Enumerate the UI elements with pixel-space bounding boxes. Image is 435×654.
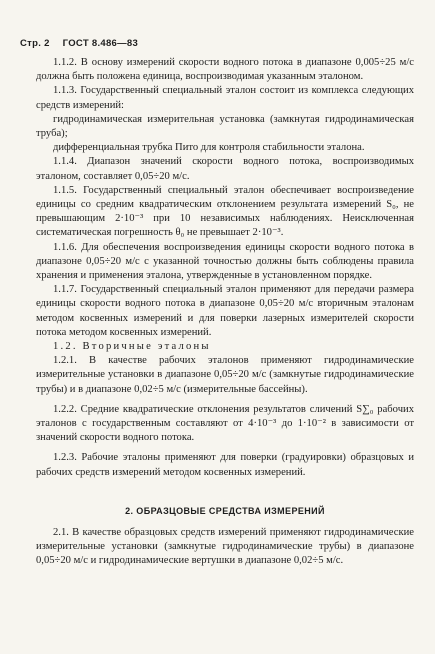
paragraph-1-2-1: 1.2.1. В качестве рабочих эталонов применяют гидродинамические измерительные установки в диапазоне 0,05÷20 м/с (замкнутые гидродинамические трубы) и в диапазоне 0,02÷5 м/с (измерительные бассейны). xyxy=(36,355,414,395)
paragraph-1-1-6: 1.1.6. Для обеспечения воспроизведения единицы скорости водного потока в диапазоне 0,05÷20 м/с с указанной точностью должны быть соблюдены правила хранения и применения эталона, утвержденные в установленном порядке. xyxy=(36,241,414,282)
subsection-heading-1-2: 1.2. Вторичные эталоны xyxy=(53,341,211,353)
paragraph-1-1-2: 1.1.2. В основу измерений скорости водного потока в диапазоне 0,005÷25 м/с должна быть положена единица, воспроизводимая указанным эталоном. xyxy=(36,57,414,83)
paragraph-1-1-3: 1.1.3. Государственный специальный эталон состоит из комплекса следующих средств измерений: xyxy=(36,85,414,111)
document-body xyxy=(36,56,414,569)
paragraph-2-1: 2.1. В качестве образцовых средств измерений применяют гидродинамические измерительные установки (замкнутые гидродинамические трубы) в диапазоне 0,05÷20 м/с и гидродинамические вертушки в диапазоне 0,02÷5 м/с. xyxy=(36,526,414,567)
page-number: Стр. 2 xyxy=(20,38,50,49)
paragraph-1-1-5: 1.1.5. Государственный специальный эталон обеспечивает воспроизведение единицы со средним квадратическим отклонением результата измерений S₀, не превышающим 2·10⁻³ при 10 независимых наблюдениях. Неисключенная систематическая погрешность θ₀ не превышает 2·10⁻³. xyxy=(36,184,414,239)
section-2-title: 2. ОБРАЗЦОВЫЕ СРЕДСТВА ИЗМЕРЕНИЙ xyxy=(125,505,325,516)
paragraph-1-2-3: 1.2.3. Рабочие эталоны применяют для поверки (градуировки) образцовых и рабочих средств измерений методом косвенных измерений. xyxy=(36,452,414,478)
paragraph-1-2-2: 1.2.2. Средние квадратические отклонения результатов сличений S∑₀ рабочих эталонов с государственным составляют от 4·10⁻³ до 1·10⁻² в зависимости от значений скорости водного потока. xyxy=(36,403,414,444)
paragraph-1-1-7: 1.1.7. Государственный специальный эталон применяют для передачи размера единицы скорости водного потока в диапазоне 0,05÷20 м/с вторичным эталонам методом косвенных измерений и для поверки лазерных измерителей скорости потока методом косвенных измерений. xyxy=(36,284,414,338)
page-header xyxy=(20,38,148,49)
list-item-hydrodynamic-unit: гидродинамическая измерительная установка (замкнутая гидродинамическая труба); xyxy=(36,113,414,140)
list-item-pitot-tube: дифференциальная трубка Пито для контроля стабильности эталона. xyxy=(53,142,365,154)
standard-code: ГОСТ 8.486—83 xyxy=(62,38,139,49)
paragraph-1-1-4: 1.1.4. Диапазон значений скорости водного потока, воспроизводимых эталоном, составляет 0,05÷20 м/с. xyxy=(36,156,414,182)
